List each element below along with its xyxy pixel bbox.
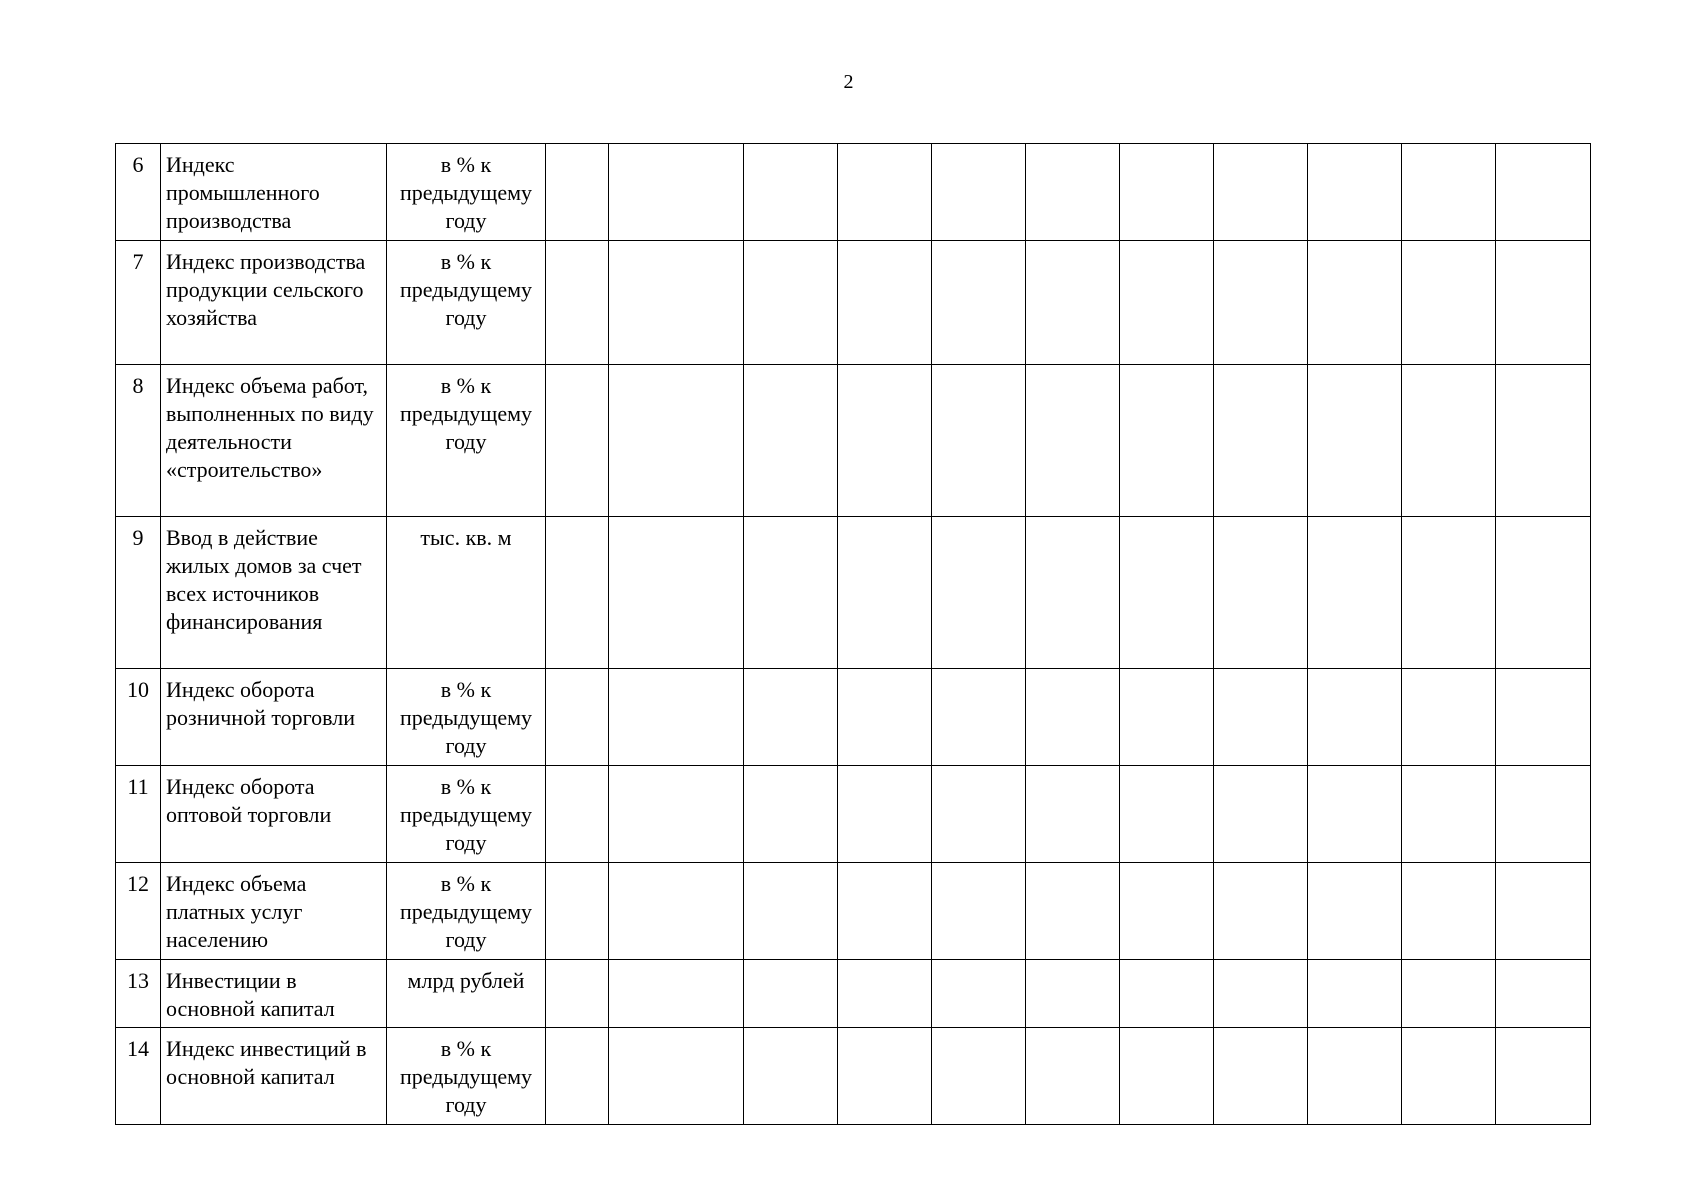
value-cell	[838, 863, 932, 960]
value-cell	[1308, 669, 1402, 766]
value-cell	[932, 517, 1026, 669]
indicator-name-cell: Ввод в действие жилых домов за счет всех источников финансирования	[161, 517, 387, 669]
value-cell	[1214, 365, 1308, 517]
row-number-cell: 13	[116, 960, 161, 1028]
indicators-table	[115, 143, 1591, 1125]
table-row	[116, 863, 1591, 960]
value-cell	[838, 1028, 932, 1125]
value-cell	[1402, 241, 1496, 365]
table-row	[116, 517, 1591, 669]
value-cell	[546, 517, 609, 669]
value-cell	[1026, 766, 1120, 863]
value-cell	[1402, 960, 1496, 1028]
indicator-name-cell: Индекс инвестиций в основной капитал	[161, 1028, 387, 1125]
value-cell	[932, 669, 1026, 766]
value-cell	[1308, 863, 1402, 960]
value-cell	[1214, 863, 1308, 960]
unit-cell: в % к предыдущему году	[387, 365, 546, 517]
indicator-name-cell: Индекс оборота оптовой торговли	[161, 766, 387, 863]
value-cell	[838, 517, 932, 669]
value-cell	[1026, 960, 1120, 1028]
table-row	[116, 241, 1591, 365]
value-cell	[1402, 144, 1496, 241]
value-cell	[932, 144, 1026, 241]
value-cell	[546, 960, 609, 1028]
indicator-name-cell: Индекс промышленного производства	[161, 144, 387, 241]
unit-cell: в % к предыдущему году	[387, 1028, 546, 1125]
value-cell	[609, 669, 744, 766]
row-number-cell: 6	[116, 144, 161, 241]
value-cell	[1214, 960, 1308, 1028]
value-cell	[838, 241, 932, 365]
value-cell	[744, 241, 838, 365]
table-row	[116, 144, 1591, 241]
table-body	[116, 144, 1591, 1125]
value-cell	[1308, 365, 1402, 517]
value-cell	[609, 960, 744, 1028]
value-cell	[1214, 517, 1308, 669]
table-row	[116, 766, 1591, 863]
value-cell	[932, 863, 1026, 960]
value-cell	[1214, 669, 1308, 766]
value-cell	[932, 960, 1026, 1028]
value-cell	[1402, 766, 1496, 863]
value-cell	[744, 365, 838, 517]
value-cell	[1496, 960, 1591, 1028]
unit-cell: тыс. кв. м	[387, 517, 546, 669]
unit-cell: в % к предыдущему году	[387, 144, 546, 241]
value-cell	[1496, 241, 1591, 365]
value-cell	[1214, 1028, 1308, 1125]
value-cell	[1308, 960, 1402, 1028]
value-cell	[1496, 517, 1591, 669]
value-cell	[1026, 365, 1120, 517]
row-number-cell: 12	[116, 863, 161, 960]
value-cell	[1214, 766, 1308, 863]
value-cell	[1120, 766, 1214, 863]
value-cell	[932, 241, 1026, 365]
row-number-cell: 8	[116, 365, 161, 517]
value-cell	[1496, 863, 1591, 960]
value-cell	[1120, 517, 1214, 669]
value-cell	[838, 960, 932, 1028]
value-cell	[546, 863, 609, 960]
value-cell	[1026, 863, 1120, 960]
indicator-name-cell: Индекс оборота розничной торговли	[161, 669, 387, 766]
value-cell	[744, 144, 838, 241]
table-row	[116, 669, 1591, 766]
value-cell	[1026, 1028, 1120, 1125]
unit-cell: в % к предыдущему году	[387, 766, 546, 863]
value-cell	[546, 1028, 609, 1125]
value-cell	[1308, 517, 1402, 669]
value-cell	[1120, 863, 1214, 960]
value-cell	[744, 863, 838, 960]
value-cell	[609, 241, 744, 365]
value-cell	[609, 144, 744, 241]
value-cell	[744, 517, 838, 669]
row-number-cell: 9	[116, 517, 161, 669]
value-cell	[744, 766, 838, 863]
value-cell	[546, 241, 609, 365]
indicator-name-cell: Индекс объема платных услуг населению	[161, 863, 387, 960]
value-cell	[1308, 144, 1402, 241]
value-cell	[546, 766, 609, 863]
row-number-cell: 14	[116, 1028, 161, 1125]
value-cell	[1496, 669, 1591, 766]
value-cell	[546, 144, 609, 241]
value-cell	[1026, 241, 1120, 365]
unit-cell: в % к предыдущему году	[387, 863, 546, 960]
value-cell	[609, 766, 744, 863]
indicator-name-cell: Инвестиции в основной капитал	[161, 960, 387, 1028]
value-cell	[546, 365, 609, 517]
value-cell	[744, 960, 838, 1028]
value-cell	[838, 144, 932, 241]
value-cell	[1308, 766, 1402, 863]
row-number-cell: 7	[116, 241, 161, 365]
value-cell	[1402, 1028, 1496, 1125]
value-cell	[609, 517, 744, 669]
value-cell	[1496, 1028, 1591, 1125]
value-cell	[744, 1028, 838, 1125]
value-cell	[609, 863, 744, 960]
value-cell	[609, 1028, 744, 1125]
value-cell	[1026, 669, 1120, 766]
value-cell	[838, 766, 932, 863]
value-cell	[1496, 766, 1591, 863]
table-row	[116, 365, 1591, 517]
value-cell	[744, 669, 838, 766]
value-cell	[546, 669, 609, 766]
value-cell	[1120, 669, 1214, 766]
indicator-name-cell: Индекс объема работ, выполненных по виду деятельности «строительство»	[161, 365, 387, 517]
value-cell	[609, 365, 744, 517]
value-cell	[1120, 960, 1214, 1028]
row-number-cell: 11	[116, 766, 161, 863]
unit-cell: в % к предыдущему году	[387, 669, 546, 766]
value-cell	[1214, 241, 1308, 365]
value-cell	[1026, 144, 1120, 241]
value-cell	[1120, 1028, 1214, 1125]
value-cell	[1120, 365, 1214, 517]
indicator-name-cell: Индекс производства продукции сельского хозяйства	[161, 241, 387, 365]
value-cell	[1402, 517, 1496, 669]
value-cell	[838, 669, 932, 766]
value-cell	[1402, 669, 1496, 766]
page-number: 2	[843, 71, 854, 93]
value-cell	[932, 766, 1026, 863]
value-cell	[1120, 144, 1214, 241]
value-cell	[1402, 365, 1496, 517]
value-cell	[1496, 365, 1591, 517]
table-row	[116, 1028, 1591, 1125]
value-cell	[1308, 1028, 1402, 1125]
row-number-cell: 10	[116, 669, 161, 766]
unit-cell: млрд рублей	[387, 960, 546, 1028]
value-cell	[1308, 241, 1402, 365]
value-cell	[1496, 144, 1591, 241]
value-cell	[932, 1028, 1026, 1125]
value-cell	[1214, 144, 1308, 241]
value-cell	[838, 365, 932, 517]
table-row	[116, 960, 1591, 1028]
value-cell	[1402, 863, 1496, 960]
unit-cell: в % к предыдущему году	[387, 241, 546, 365]
value-cell	[1120, 241, 1214, 365]
value-cell	[1026, 517, 1120, 669]
value-cell	[932, 365, 1026, 517]
